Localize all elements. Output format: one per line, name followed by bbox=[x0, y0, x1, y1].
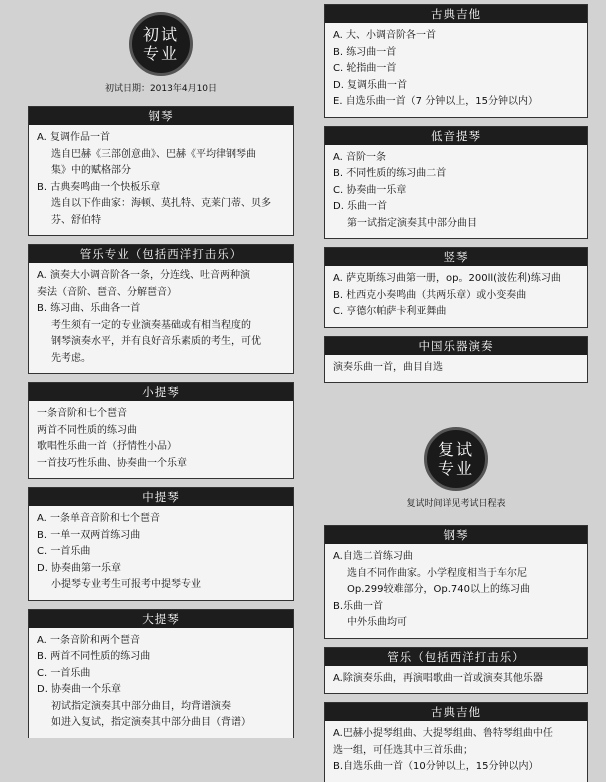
section-line: A. 音阶一条 bbox=[333, 151, 387, 163]
section-line: 一首技巧性乐曲、协奏曲一个乐章 bbox=[37, 457, 187, 469]
section-line: 一条音阶和七个琶音 bbox=[37, 408, 127, 419]
section-line: A.自选二首练习曲 bbox=[333, 551, 413, 562]
section-right_top_sections-2 bbox=[324, 247, 588, 328]
section-line: E. 自选乐曲一首（7 分钟以上，15分钟以内） bbox=[333, 96, 538, 107]
right-column bbox=[324, 0, 588, 782]
retest-sections bbox=[324, 525, 588, 782]
section-line: B. 练习曲一首 bbox=[333, 46, 397, 58]
retest-header bbox=[324, 427, 588, 509]
section-body bbox=[325, 355, 587, 383]
section-left_sections-0 bbox=[28, 106, 294, 236]
section-body bbox=[29, 506, 293, 600]
initial-exam-date: 初试日期：2013年4月10日 bbox=[104, 84, 218, 94]
section-line: 芬、舒伯特 bbox=[51, 214, 101, 226]
section-line: B.乐曲一首 bbox=[333, 600, 384, 612]
section-title: 大提琴 bbox=[29, 610, 293, 628]
section-line: B. 一单一双两首练习曲 bbox=[37, 529, 141, 541]
section-right_top_sections-1 bbox=[324, 126, 588, 240]
section-right_bottom_sections-1 bbox=[324, 647, 588, 695]
badge-line-1: 复试 bbox=[437, 440, 474, 459]
section-body bbox=[325, 23, 587, 117]
section-right_bottom_sections-2 bbox=[324, 702, 588, 782]
section-title: 古典吉他 bbox=[325, 5, 587, 23]
badge-line-2: 专业 bbox=[437, 459, 474, 478]
section-line: 演奏乐曲一首，曲目自选 bbox=[333, 361, 443, 373]
section-body bbox=[325, 544, 587, 638]
section-line: A. 大、小调音阶各一首 bbox=[333, 30, 437, 41]
section-line: C. 轮指曲一首 bbox=[333, 63, 397, 74]
section-line: 选一组，可任选其中三首乐曲； bbox=[333, 744, 473, 756]
section-line: 如进入复试，指定演奏其中部分曲目（背谱） bbox=[51, 717, 251, 728]
section-line: 两首不同性质的练习曲 bbox=[37, 424, 137, 436]
section-title: 钢琴 bbox=[29, 107, 293, 125]
section-line: D. 协奏曲一个乐章 bbox=[37, 684, 122, 695]
section-body bbox=[29, 263, 293, 373]
section-line: 先考虑。 bbox=[51, 352, 91, 364]
section-line: B. 古典奏鸣曲一个快板乐章 bbox=[37, 181, 161, 193]
retest-note: 复试时间详见考试日程表 bbox=[406, 499, 506, 509]
section-right_top_sections-0 bbox=[324, 4, 588, 118]
section-body bbox=[325, 666, 587, 694]
section-line: C. 协奏曲一乐章 bbox=[333, 184, 407, 196]
section-line: A. 演奏大小调音阶各一条，分连线、吐音两种演 bbox=[37, 270, 251, 281]
section-line: A. 复调作品一首 bbox=[37, 132, 111, 143]
section-title: 竖琴 bbox=[325, 248, 587, 266]
section-body bbox=[29, 401, 293, 478]
section-line: 第一试指定演奏其中部分曲目 bbox=[347, 217, 477, 229]
section-title: 低音提琴 bbox=[325, 127, 587, 145]
section-line: 选自巴赫《三部创意曲》、巴赫《平均律钢琴曲 bbox=[51, 148, 256, 160]
section-line: Op.299较难部分，Op.740以上的练习曲 bbox=[347, 584, 530, 595]
section-line: 中外乐曲均可 bbox=[347, 617, 407, 628]
section-line: A. 一条音阶和两个琶音 bbox=[37, 634, 141, 646]
section-body bbox=[29, 628, 293, 738]
left-column bbox=[28, 0, 294, 738]
section-title: 管乐（包括西洋打击乐） bbox=[325, 648, 587, 666]
section-title: 管乐专业（包括西洋打击乐） bbox=[29, 245, 293, 263]
section-line: 选自不同作曲家。小学程度相当于车尔尼 bbox=[347, 567, 527, 579]
section-title: 古典吉他 bbox=[325, 703, 587, 721]
section-line: D. 乐曲一首 bbox=[333, 201, 388, 212]
section-line: 集》中的赋格部分 bbox=[51, 165, 131, 176]
section-line: C. 一首乐曲 bbox=[37, 667, 91, 679]
section-left_sections-4 bbox=[28, 609, 294, 738]
section-left_sections-3 bbox=[28, 487, 294, 601]
section-line: D. 复调乐曲一首 bbox=[333, 79, 408, 91]
section-line: 奏法（音阶、琶音、分解琶音） bbox=[37, 286, 177, 298]
section-body bbox=[325, 266, 587, 327]
section-line: 歌唱性乐曲一首（抒情性小品） bbox=[37, 441, 177, 452]
section-line: 选自以下作曲家：海顿、莫扎特、克莱门蒂、贝多 bbox=[51, 198, 271, 209]
section-line: A.除演奏乐曲，再演唱歌曲一首或演奏其他乐器 bbox=[333, 672, 543, 684]
section-line: B. 练习曲、乐曲各一首 bbox=[37, 303, 141, 314]
section-line: 初试指定演奏其中部分曲目，均背谱演奏 bbox=[51, 700, 231, 712]
badge-line-2: 专业 bbox=[142, 44, 179, 63]
initial-exam-header bbox=[28, 12, 294, 94]
section-title: 中国乐器演奏 bbox=[325, 337, 587, 355]
initial-exam-badge bbox=[129, 12, 193, 76]
section-right_top_sections-3 bbox=[324, 336, 588, 384]
section-line: B. 杜西克小奏鸣曲（共两乐章）或小变奏曲 bbox=[333, 289, 527, 301]
section-title: 钢琴 bbox=[325, 526, 587, 544]
section-body bbox=[325, 145, 587, 239]
section-body bbox=[325, 721, 587, 782]
section-body bbox=[29, 125, 293, 235]
section-right_bottom_sections-0 bbox=[324, 525, 588, 639]
section-line: C. 一首乐曲 bbox=[37, 546, 91, 557]
section-line: B. 不同性质的练习曲二首 bbox=[333, 168, 447, 179]
section-title: 小提琴 bbox=[29, 383, 293, 401]
section-line: B.自选乐曲一首（10分钟以上，15分钟以内） bbox=[333, 761, 539, 772]
section-line: 考生须有一定的专业演奏基础或有相当程度的 bbox=[51, 319, 251, 331]
section-line: D. 协奏曲第一乐章 bbox=[37, 562, 122, 574]
section-left_sections-1 bbox=[28, 244, 294, 374]
retest-badge bbox=[424, 427, 488, 491]
initial-exam-sections bbox=[28, 106, 294, 738]
section-left_sections-2 bbox=[28, 382, 294, 479]
section-line: B. 两首不同性质的练习曲 bbox=[37, 651, 151, 662]
initial-exam-sections-continued bbox=[324, 4, 588, 383]
section-line: C. 亨德尔帕萨卡利亚舞曲 bbox=[333, 306, 447, 317]
section-title: 中提琴 bbox=[29, 488, 293, 506]
section-line: A. 一条单音音阶和七个琶音 bbox=[37, 513, 161, 524]
badge-line-1: 初试 bbox=[142, 25, 179, 44]
section-line: A. 萨克斯练习曲第一册，op。200ll(波佐利)练习曲 bbox=[333, 273, 561, 284]
section-line: A.巴赫小提琴组曲、大提琴组曲、鲁特琴组曲中任 bbox=[333, 728, 553, 739]
section-line: 钢琴演奏水平，并有良好音乐素质的考生，可优 bbox=[51, 336, 261, 347]
section-line: 小提琴专业考生可报考中提琴专业 bbox=[51, 579, 201, 590]
